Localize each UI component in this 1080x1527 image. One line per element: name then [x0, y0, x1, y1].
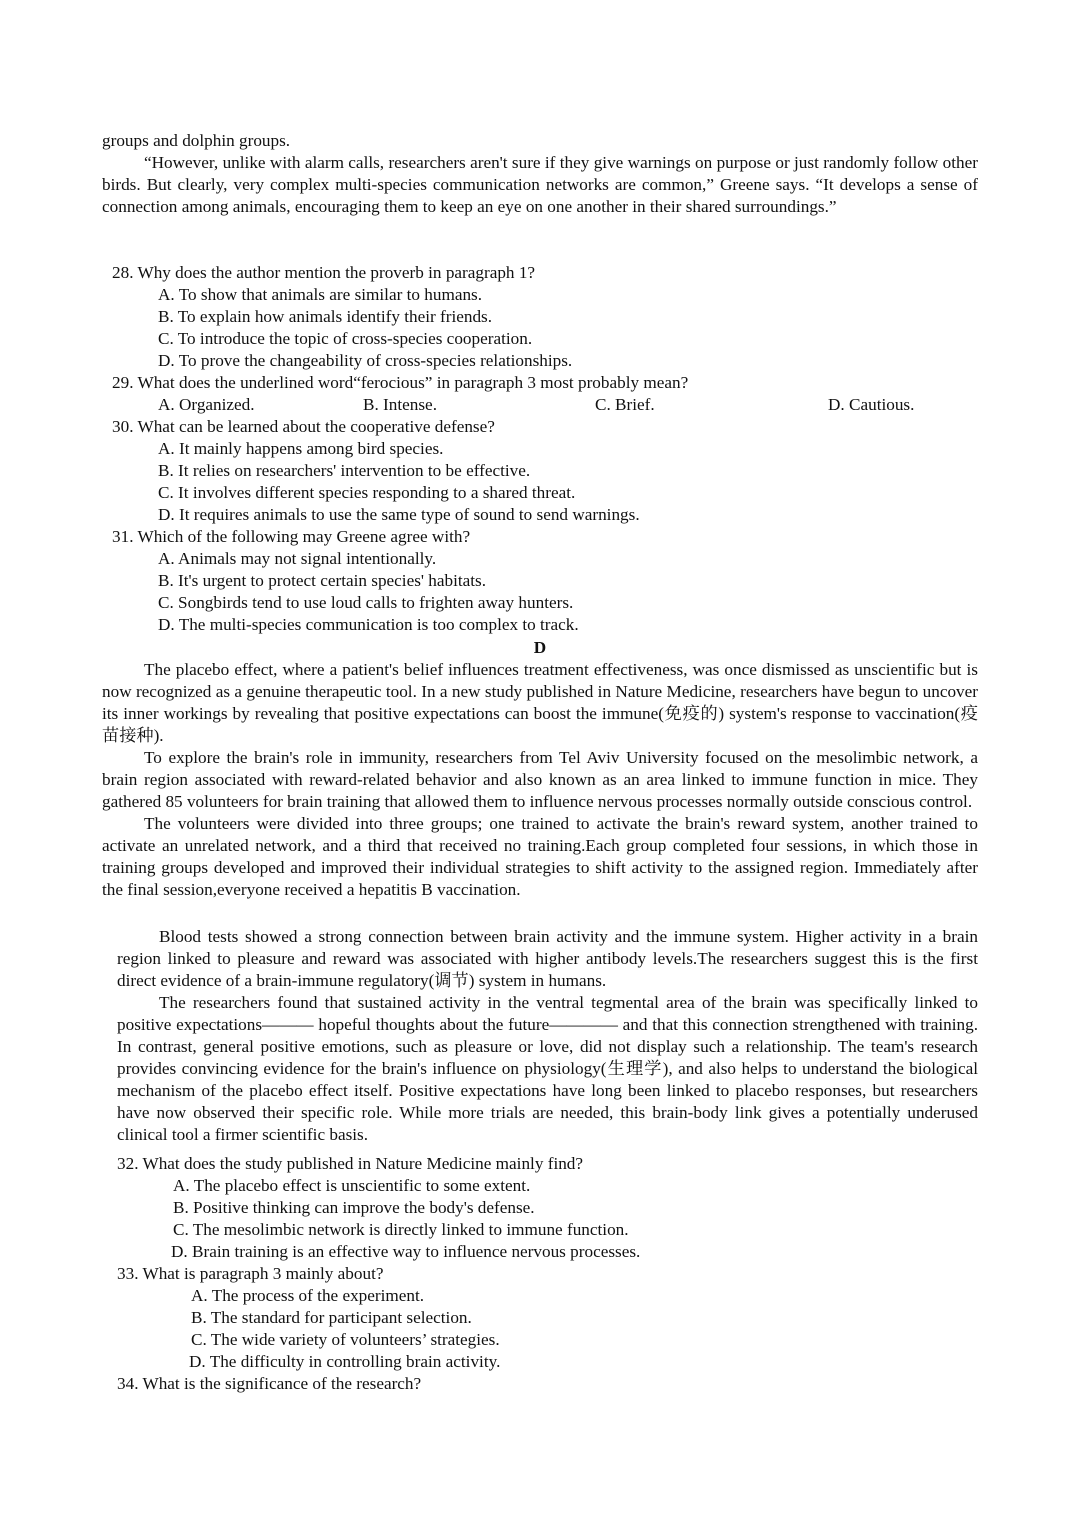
- option-d[interactable]: D. Brain training is an effective way to influence nervous processes.: [171, 1242, 641, 1261]
- question-33: [117, 1263, 977, 1373]
- question-28: [112, 262, 972, 372]
- question-stem: 29. What does the underlined word“ferocious” in paragraph 3 most probably mean?: [112, 373, 689, 392]
- option-d[interactable]: D. The multi-species communication is too complex to track.: [158, 615, 579, 634]
- option-c[interactable]: C. Brief.: [595, 395, 655, 414]
- question-stem: 31. Which of the following may Greene agree with?: [112, 527, 471, 546]
- paragraph-end: groups and dolphin groups.: [102, 131, 291, 150]
- passage-c-tail: [102, 130, 978, 218]
- option-c[interactable]: C. To introduce the topic of cross-species cooperation.: [158, 329, 533, 348]
- option-b[interactable]: B. The standard for participant selection.: [191, 1308, 472, 1327]
- option-c[interactable]: C. It involves different species responding to a shared threat.: [158, 483, 576, 502]
- question-stem: 33. What is paragraph 3 mainly about?: [117, 1264, 384, 1283]
- paragraph-4: Blood tests showed a strong connection between brain activity and the immune system. Higher activity in a brain region linked to pleasure and reward was associated with higher antibody levels.The researchers suggest this is the first direct evidence of a brain-immune regulatory(调节) system in humans.: [117, 927, 978, 990]
- option-d[interactable]: D. To prove the changeability of cross-species relationships.: [158, 351, 573, 370]
- question-stem: 32. What does the study published in Nature Medicine mainly find?: [117, 1154, 584, 1173]
- paragraph-3: The volunteers were divided into three groups; one trained to activate the brain's reward system, another trained to activate an unrelated network, and a third that received no training.Each group completed four sessions, in which those in training groups developed and improved their individual strategies to shift activity to the assigned region. Immediately after the final session,everyone received a hepatitis B vaccination.: [102, 814, 978, 899]
- question-30: [112, 416, 972, 526]
- question-32: [117, 1153, 977, 1263]
- options-row: [112, 394, 972, 416]
- question-31: [112, 526, 972, 636]
- option-a[interactable]: A. To show that animals are similar to humans.: [158, 285, 483, 304]
- option-a[interactable]: A. Organized.: [158, 395, 255, 414]
- option-c[interactable]: C. Songbirds tend to use loud calls to frighten away hunters.: [158, 593, 574, 612]
- question-stem: 30. What can be learned about the cooperative defense?: [112, 417, 495, 436]
- paragraph-5: The researchers found that sustained activity in the ventral tegmental area of the brain was specifically linked to positive expectations——— hopeful thoughts about the future———— and that this connection strengthened with training. In contrast, general positive emotions, such as pleasure or love, did not display such a relationship. The team's research provides convincing evidence for the brain's influence on physiology(生理学), and also helps to understand the biological mechanism of the placebo effect itself. Positive expectations have long been linked to placebo responses, but researchers have now observed their specific role. While more trials are needed, this brain-body link gives a potentially underused clinical tool a firmer scientific basis.: [117, 993, 978, 1144]
- paragraph-2: To explore the brain's role in immunity, researchers from Tel Aviv University focused on the mesolimbic network, a brain region associated with reward-related behavior and also known as an area linked to immune function in mice. They gathered 85 volunteers for brain training that allowed them to influence nervous processes normally outside conscious control.: [102, 748, 978, 811]
- passage-d-part2: [117, 926, 978, 1146]
- option-a[interactable]: A. Animals may not signal intentionally.: [158, 549, 437, 568]
- question-stem: 28. Why does the author mention the proverb in paragraph 1?: [112, 263, 536, 282]
- option-b[interactable]: B. It's urgent to protect certain species' habitats.: [158, 571, 487, 590]
- option-b[interactable]: B. To explain how animals identify their friends.: [158, 307, 493, 326]
- option-b[interactable]: B. Positive thinking can improve the body's defense.: [173, 1198, 535, 1217]
- option-a[interactable]: A. It mainly happens among bird species.: [158, 439, 444, 458]
- option-d[interactable]: D. It requires animals to use the same type of sound to send warnings.: [158, 505, 640, 524]
- option-b[interactable]: B. Intense.: [363, 395, 437, 414]
- question-34: [117, 1373, 977, 1395]
- question-stem: 34. What is the significance of the research?: [117, 1374, 422, 1393]
- option-a[interactable]: A. The process of the experiment.: [191, 1286, 425, 1305]
- paragraph-greene-quote: “However, unlike with alarm calls, researchers aren't sure if they give warnings on purpose or just randomly follow other birds. But clearly, very complex multi-species communication networks are common,” Greene says. “It develops a sense of connection among animals, encouraging them to keep an eye on one another in their shared surroundings.”: [102, 153, 978, 216]
- option-c[interactable]: C. The wide variety of volunteers’ strategies.: [191, 1330, 500, 1349]
- option-b[interactable]: B. It relies on researchers' intervention to be effective.: [158, 461, 531, 480]
- option-c[interactable]: C. The mesolimbic network is directly linked to immune function.: [173, 1220, 629, 1239]
- option-d[interactable]: D. Cautious.: [828, 395, 915, 414]
- paragraph-1: The placebo effect, where a patient's belief influences treatment effectiveness, was once dismissed as unscientific but is now recognized as a genuine therapeutic tool. In a new study published in Nature Medicine, researchers have begun to uncover its inner workings by revealing that positive expectations can boost the immune(免疫的) system's response to vaccination(疫苗接种).: [102, 660, 978, 745]
- section-heading-d: D: [533, 638, 547, 657]
- option-d[interactable]: D. The difficulty in controlling brain activity.: [189, 1352, 501, 1371]
- option-a[interactable]: A. The placebo effect is unscientific to some extent.: [173, 1176, 531, 1195]
- question-29: [112, 372, 972, 416]
- passage-d-part1: [102, 659, 978, 901]
